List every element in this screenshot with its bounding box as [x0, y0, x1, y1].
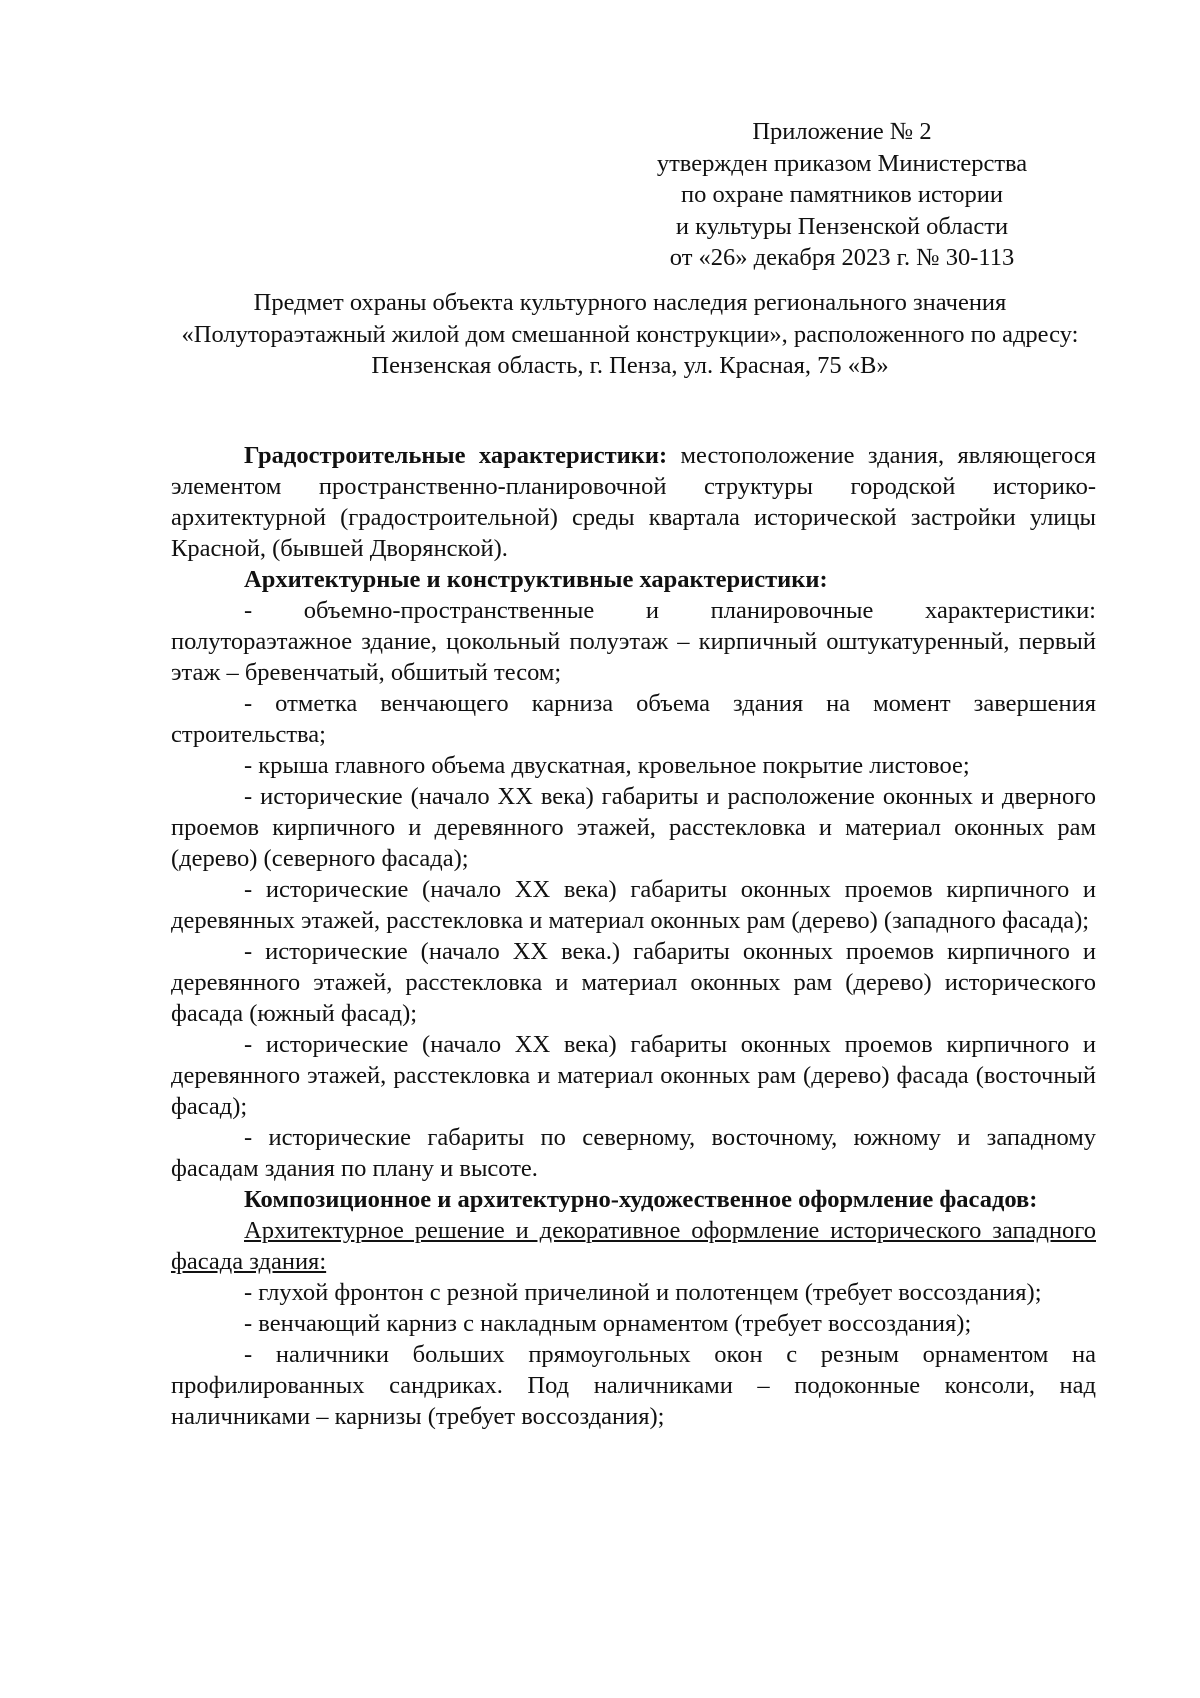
architecture-item: - исторические (начало XX века.) габариты оконных проемов кирпичного и деревянного этажей, расстекловка и материал оконных рам (дерево) исторического фасада (южный фасад);: [171, 938, 1096, 1027]
composition-subheading: Архитектурное решение и декоративное оформление исторического западного фасада здания:: [171, 1217, 1096, 1275]
approval-line-appendix: Приложение № 2: [752, 118, 932, 145]
document-body: [171, 440, 1096, 1432]
composition-subheading-paragraph: [171, 1215, 1096, 1277]
composition-heading: Композиционное и архитектурно-художественное оформление фасадов:: [244, 1186, 1038, 1213]
architecture-item: - объемно-пространственные и планировочные характеристики: полутораэтажное здание, цокольный полуэтаж – кирпичный оштукатуренный, первый этаж – бревенчатый, обшитый тесом;: [171, 597, 1096, 686]
architecture-item: - отметка венчающего карниза объема здания на момент завершения строительства;: [171, 690, 1096, 748]
architecture-item: - исторические (начало XX века) габариты оконных проемов кирпичного и деревянного этажей, расстекловка и материал оконных рам (дерево) фасада (восточный фасад);: [171, 1031, 1096, 1120]
urban-heading: Градостроительные характеристики:: [244, 442, 668, 469]
approval-line-approved: утвержден приказом Министерства: [656, 149, 1028, 177]
composition-item: - наличники больших прямоугольных окон с резным орнаментом на профилированных сандриках. Под наличниками – подоконные консоли, над наличниками – карнизы (требует воссоздания);: [171, 1341, 1096, 1430]
composition-item: - глухой фронтон с резной причелиной и полотенцем (требует воссоздания);: [244, 1279, 1042, 1306]
urban-paragraph: [171, 440, 1096, 564]
document-title: Предмет охраны объекта культурного наследия регионального значения «Полутораэтажный жилой дом смешанной конструкции», расположенного по адресу: Пензенская область, г. Пенза, ул. Красная, 75 «В»: [181, 289, 1079, 379]
architecture-item: - крыша главного объема двускатная, кровельное покрытие листовое;: [244, 752, 970, 779]
composition-item: - венчающий карниз с накладным орнаментом (требует воссоздания);: [244, 1310, 972, 1337]
architecture-item: - исторические (начало XX века) габариты и расположение оконных и дверного проемов кирпичного и деревянного этажей, расстекловка и материал оконных рам (дерево) (северного фасада);: [171, 783, 1096, 872]
architecture-heading: Архитектурные и конструктивные характеристики:: [244, 566, 828, 593]
approval-block: [588, 116, 1096, 274]
approval-line-region: и культуры Пензенской области: [675, 212, 1009, 240]
architecture-item: - исторические габариты по северному, восточному, южному и западному фасадам здания по плану и высоте.: [171, 1124, 1096, 1182]
approval-line-date: от «26» декабря 2023 г. № 30-113: [669, 244, 1015, 271]
architecture-item: - исторические (начало XX века) габариты оконных проемов кирпичного и деревянных этажей, расстекловка и материал оконных рам (дерево) (западного фасада);: [171, 876, 1096, 934]
approval-line-ministry: по охране памятников истории: [681, 181, 1003, 208]
urban-text: местоположение здания, являющегося элементом пространственно-планировочной структуры городской историко-архитектурной (градостроительной) среды квартала исторической застройки улицы Красной, (бывшей Дворянской).: [171, 442, 1096, 562]
